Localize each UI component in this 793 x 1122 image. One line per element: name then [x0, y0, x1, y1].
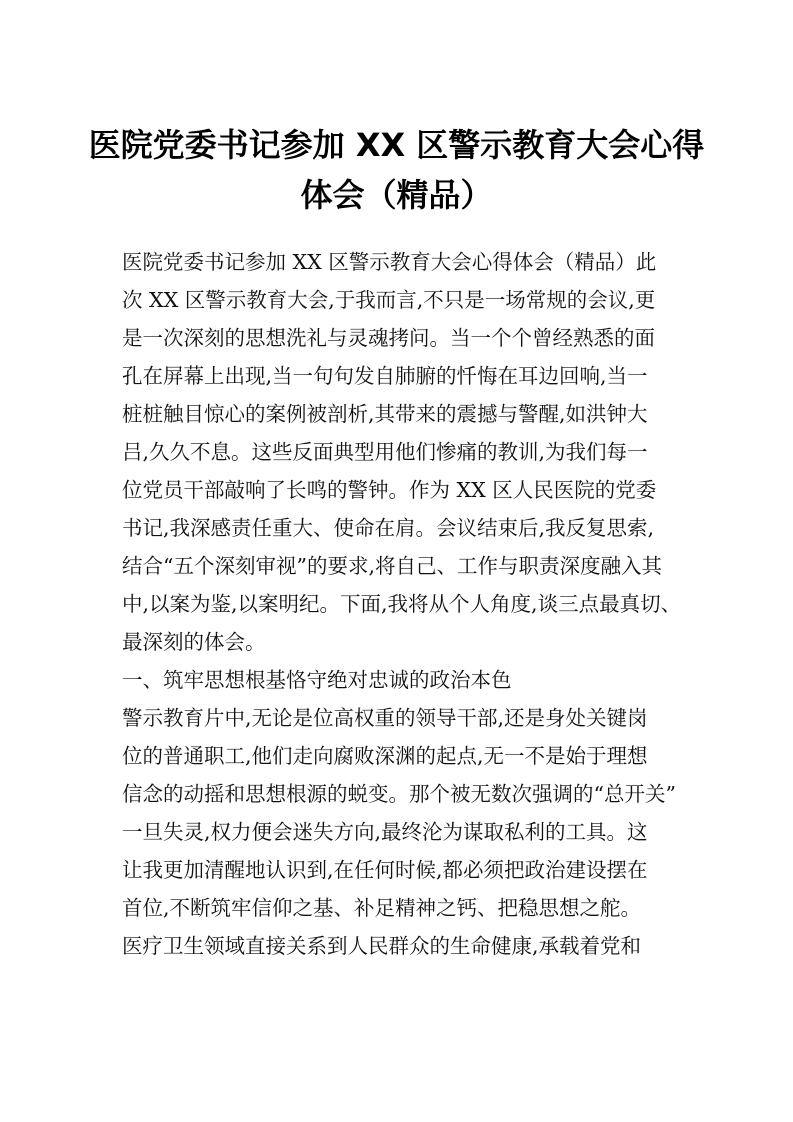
body-line: 首位,不断筑牢信仰之基、补足精神之钙、把稳思想之舵。 [122, 896, 642, 920]
title-line-1: 医院党委书记参加 XX 区警示教育大会心得 [88, 126, 705, 164]
body-line: 书记,我深感责任重大、使命在肩。会议结束后,我反复思索, [122, 516, 655, 540]
body-line: 是一次深刻的思想洗礼与灵魂拷问。当一个个曾经熟悉的面 [122, 326, 655, 350]
body-line: 医疗卫生领域直接关系到人民群众的生命健康,承载着党和 [122, 934, 642, 958]
section-heading: 一、筑牢思想根基恪守绝对忠诚的政治本色 [122, 668, 512, 692]
body-line: 桩桩触目惊心的案例被剖析,其带来的震撼与警醒,如洪钟大 [122, 402, 648, 426]
body-line: 吕,久久不息。这些反面典型用他们惨痛的教训,为我们每一 [122, 440, 648, 464]
document-body [122, 243, 682, 965]
body-line: 位党员干部敲响了长鸣的警钟。作为 XX 区人民医院的党委 [122, 478, 657, 502]
body-line: 一旦失灵,权力便会迷失方向,最终沦为谋取私利的工具。这 [122, 820, 648, 844]
body-line: 让我更加清醒地认识到,在任何时候,都必须把政治建设摆在 [122, 858, 648, 882]
body-line: 中,以案为鉴,以案明纪。下面,我将从个人角度,谈三点最真切、 [122, 592, 682, 616]
body-line: 结合“五个深刻审视”的要求,将自己、工作与职责深度融入其 [122, 554, 662, 578]
body-line: 位的普通职工,他们走向腐败深渊的起点,无一不是始于理想 [122, 744, 648, 768]
body-line: 信念的动摇和思想根源的蜕变。那个被无数次强调的“总开关” [122, 782, 676, 806]
body-line: 次 XX 区警示教育大会,于我而言,不只是一场常规的会议,更 [122, 288, 656, 312]
document-title [80, 120, 713, 220]
body-line: 孔在屏幕上出现,当一句句发自肺腑的忏悔在耳边回响,当一 [122, 364, 648, 388]
body-line: 最深刻的体会。 [122, 630, 266, 654]
body-line: 医院党委书记参加 XX 区警示教育大会心得体会（精品）此 [122, 250, 657, 274]
body-line: 警示教育片中,无论是位高权重的领导干部,还是身处关键岗 [122, 706, 648, 730]
title-line-2: 体会（精品） [300, 176, 493, 214]
